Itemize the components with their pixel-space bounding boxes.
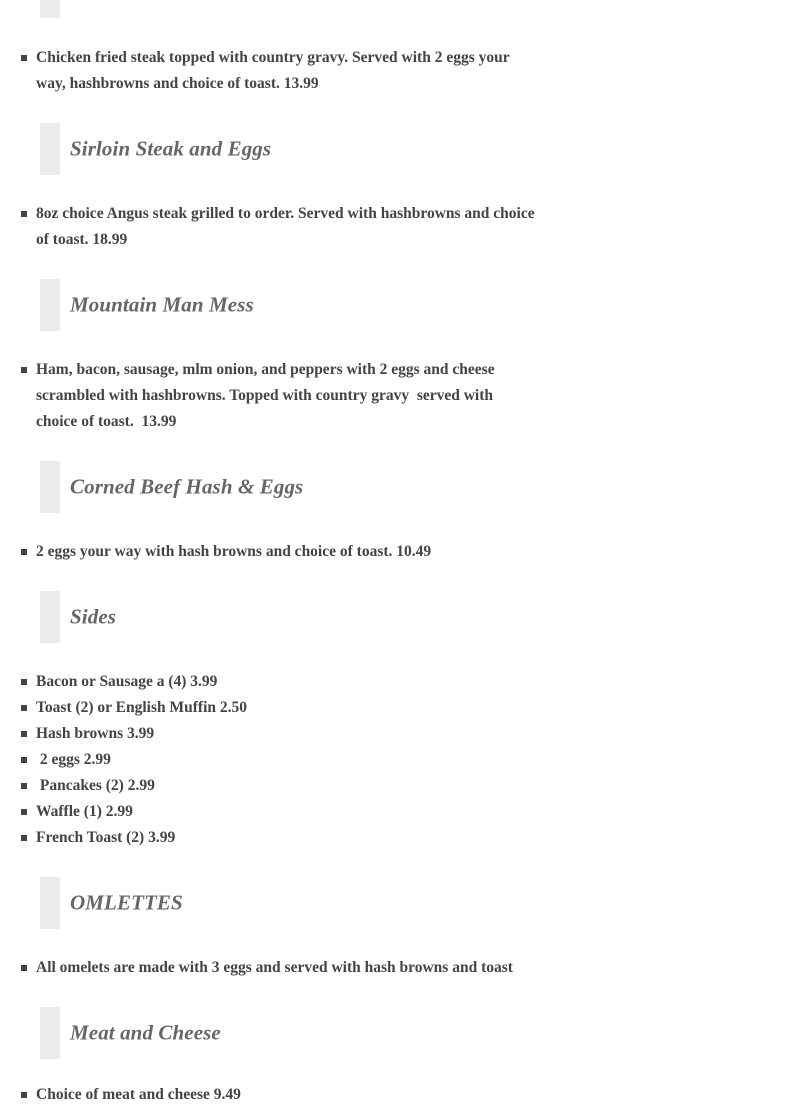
heading-title: Meat and Cheese bbox=[70, 1020, 221, 1045]
menu-item: 2 eggs your way with hash browns and choice of toast. 10.49 bbox=[36, 539, 536, 565]
section-heading bbox=[40, 877, 540, 929]
heading-accent-bar bbox=[40, 0, 60, 18]
section-heading bbox=[40, 591, 540, 643]
heading-accent-bar bbox=[40, 591, 60, 643]
section-heading bbox=[40, 461, 540, 513]
menu-item: Waffle (1) 2.99 bbox=[36, 799, 536, 825]
heading-title: Sides bbox=[70, 604, 117, 629]
menu-item-list bbox=[36, 1082, 536, 1108]
heading-title: Mountain Man Mess bbox=[70, 292, 254, 317]
menu-item: Choice of meat and cheese 9.49 bbox=[36, 1082, 536, 1108]
heading-accent-bar bbox=[40, 877, 60, 929]
menu-item-list bbox=[36, 201, 539, 253]
heading-accent-bar bbox=[40, 1007, 60, 1059]
menu-item: All omelets are made with 3 eggs and served with hash browns and toast bbox=[36, 955, 536, 981]
menu-item: 8oz choice Angus steak grilled to order. Served with hashbrowns and choice of toast. 18.99 bbox=[36, 201, 536, 253]
menu-item-list bbox=[36, 539, 536, 565]
menu-item: Bacon or Sausage a (4) 3.99 bbox=[36, 669, 536, 695]
heading-title: OMLETTES bbox=[70, 890, 183, 915]
menu-item-list bbox=[36, 669, 536, 851]
section-heading bbox=[40, 1007, 540, 1059]
menu-item-list bbox=[36, 955, 536, 981]
heading-title: Sirloin Steak and Eggs bbox=[70, 136, 272, 161]
section-heading bbox=[40, 279, 540, 331]
menu-item: French Toast (2) 3.99 bbox=[36, 825, 536, 851]
heading-title: Corned Beef Hash & Eggs bbox=[70, 474, 304, 499]
menu-item-list bbox=[36, 357, 536, 435]
heading-accent-bar bbox=[40, 461, 60, 513]
menu-item: Toast (2) or English Muffin 2.50 bbox=[36, 695, 536, 721]
menu-item: Hash browns 3.99 bbox=[36, 721, 536, 747]
section-heading bbox=[40, 0, 540, 18]
menu-item: Chicken fried steak topped with country gravy. Served with 2 eggs your way, hashbrowns and choice of toast. 13.99 bbox=[36, 45, 536, 97]
heading-accent-bar bbox=[40, 279, 60, 331]
menu-item: 2 eggs 2.99 bbox=[36, 747, 536, 773]
menu-item: Ham, bacon, sausage, mlm onion, and peppers with 2 eggs and cheese scrambled with hashbrowns. Topped with country gravy served with choice of toast. 13.99 bbox=[36, 357, 536, 435]
menu-item: Pancakes (2) 2.99 bbox=[36, 773, 536, 799]
menu-item-list bbox=[36, 45, 536, 97]
heading-accent-bar bbox=[40, 123, 60, 175]
section-heading bbox=[40, 123, 540, 175]
